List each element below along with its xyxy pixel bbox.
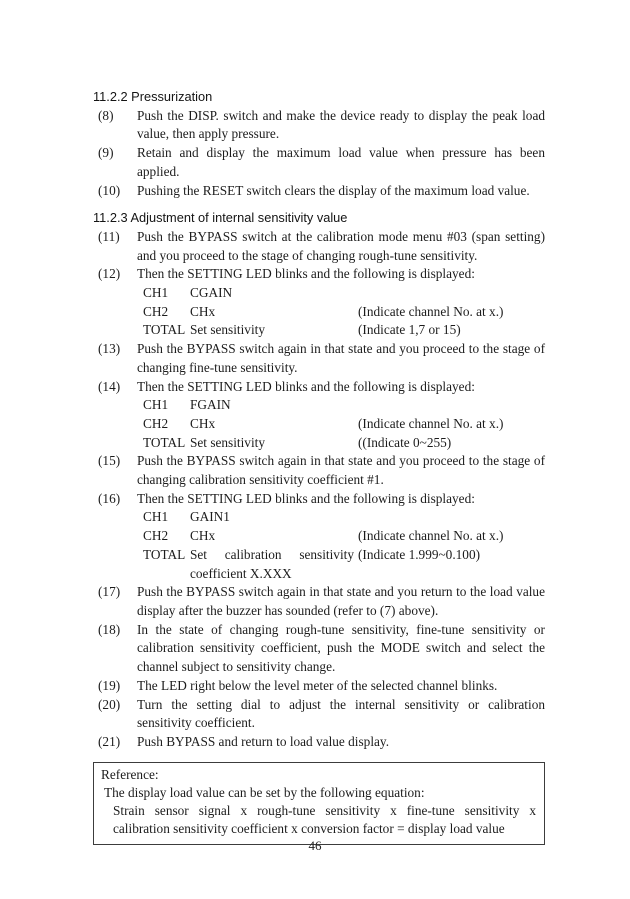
- list-item: [93, 265, 545, 284]
- item-number: (8): [98, 107, 114, 123]
- item-number: (14): [98, 378, 121, 394]
- display-note: (Indicate channel No. at x.): [358, 415, 504, 431]
- display-note: (Indicate channel No. at x.): [358, 303, 504, 319]
- list-item: [93, 228, 545, 265]
- display-value: CHx: [190, 528, 216, 544]
- reference-box: [93, 762, 545, 845]
- channel-label: CH1: [143, 285, 169, 301]
- list-item: [93, 733, 545, 752]
- item-number: (18): [98, 621, 121, 637]
- display-value: Set sensitivity: [190, 322, 265, 338]
- display-note: ((Indicate 0~255): [358, 434, 452, 450]
- display-note: (Indicate channel No. at x.): [358, 528, 504, 544]
- channel-label: CH2: [143, 415, 169, 431]
- list-item: [93, 340, 545, 377]
- list-item: [93, 107, 545, 144]
- list-item: [93, 182, 545, 201]
- display-value: Set calibration sensitivity coefficient X.XXX: [190, 546, 354, 581]
- table-row: [143, 396, 545, 415]
- table-row: [143, 321, 545, 340]
- reference-intro: The display load value can be set by the following equation:: [104, 784, 425, 800]
- item-number: (10): [98, 182, 121, 198]
- channel-label: CH1: [143, 509, 169, 525]
- item-number: (17): [98, 584, 121, 600]
- item-text: Then the SETTING LED blinks and the following is displayed:: [137, 266, 475, 282]
- item-text: Pushing the RESET switch clears the display of the maximum load value.: [137, 182, 530, 198]
- item-number: (11): [98, 228, 120, 244]
- item-text: Turn the setting dial to adjust the internal sensitivity or calibration sensitivity coefficient.: [137, 696, 545, 731]
- display-value: CGAIN: [190, 285, 233, 301]
- item-number: (13): [98, 341, 121, 357]
- display-value: Set sensitivity: [190, 434, 265, 450]
- section-heading-sensitivity-adjustment: 11.2.3 Adjustment of internal sensitivity value: [93, 210, 348, 226]
- item-text: Push the DISP. switch and make the device ready to display the peak load value, then apply pressure.: [137, 107, 545, 142]
- display-value: GAIN1: [190, 509, 230, 525]
- channel-label: TOTAL: [143, 322, 186, 338]
- channel-label: TOTAL: [143, 434, 186, 450]
- list-item: [93, 452, 545, 489]
- display-readout-table: [143, 284, 545, 340]
- item-text: Retain and display the maximum load value when pressure has been applied.: [137, 145, 545, 179]
- item-number: (19): [98, 677, 121, 693]
- display-readout-table: [143, 508, 545, 583]
- list-item: [93, 583, 545, 620]
- section-heading-pressurization: 11.2.2 Pressurization: [93, 89, 213, 104]
- display-value: CHx: [190, 303, 216, 319]
- display-note: (Indicate 1.999~0.100): [358, 546, 481, 562]
- table-row: [143, 508, 545, 527]
- display-value: FGAIN: [190, 397, 231, 413]
- display-readout-table: [143, 396, 545, 452]
- item-text: Push the BYPASS switch again in that state and you proceed to the stage of changing fine-tune sensitivity.: [137, 341, 545, 375]
- table-row: [143, 527, 545, 546]
- reference-equation: Strain sensor signal x rough-tune sensitivity x fine-tune sensitivity x calibration sensitivity coefficient x conversion factor = display load value: [113, 802, 536, 836]
- channel-label: TOTAL: [143, 546, 186, 562]
- page-content: [93, 88, 545, 845]
- reference-title: Reference:: [101, 766, 159, 782]
- display-value: CHx: [190, 415, 216, 431]
- table-row: [143, 303, 545, 322]
- item-text: Then the SETTING LED blinks and the following is displayed:: [137, 490, 475, 506]
- page-number: 46: [308, 838, 322, 853]
- item-text: Then the SETTING LED blinks and the following is displayed:: [137, 378, 475, 394]
- list-item: [93, 378, 545, 397]
- item-text: The LED right below the level meter of the selected channel blinks.: [137, 677, 498, 693]
- list-item: [93, 144, 545, 181]
- display-note: (Indicate 1,7 or 15): [358, 322, 461, 338]
- item-text: In the state of changing rough-tune sensitivity, fine-tune sensitivity or calibration sensitivity coefficient, push the MODE switch and select the channel subject to sensitivity change.: [137, 621, 545, 675]
- item-number: (15): [98, 453, 121, 469]
- item-number: (21): [98, 733, 121, 749]
- table-row: [143, 284, 545, 303]
- list-item: [93, 696, 545, 733]
- item-text: Push the BYPASS switch again in that state and you proceed to the stage of changing calibration sensitivity coefficient #1.: [137, 453, 545, 488]
- channel-label: CH1: [143, 397, 169, 413]
- item-text: Push the BYPASS switch at the calibration mode menu #03 (span setting) and you proceed to the stage of changing rough-tune sensitivity.: [137, 228, 545, 263]
- item-text: Push the BYPASS switch again in that state and you return to the load value display after the buzzer has sounded (refer to (7) above).: [137, 584, 545, 618]
- list-item: [93, 490, 545, 509]
- table-row: [143, 546, 545, 583]
- item-number: (9): [98, 145, 114, 161]
- item-text: Push BYPASS and return to load value display.: [137, 733, 390, 749]
- table-row: [143, 415, 545, 434]
- list-item: [93, 677, 545, 696]
- item-number: (16): [98, 490, 121, 506]
- table-row: [143, 434, 545, 453]
- item-number: (12): [98, 266, 121, 282]
- item-number: (20): [98, 696, 121, 712]
- list-item: [93, 621, 545, 677]
- channel-label: CH2: [143, 303, 169, 319]
- channel-label: CH2: [143, 528, 169, 544]
